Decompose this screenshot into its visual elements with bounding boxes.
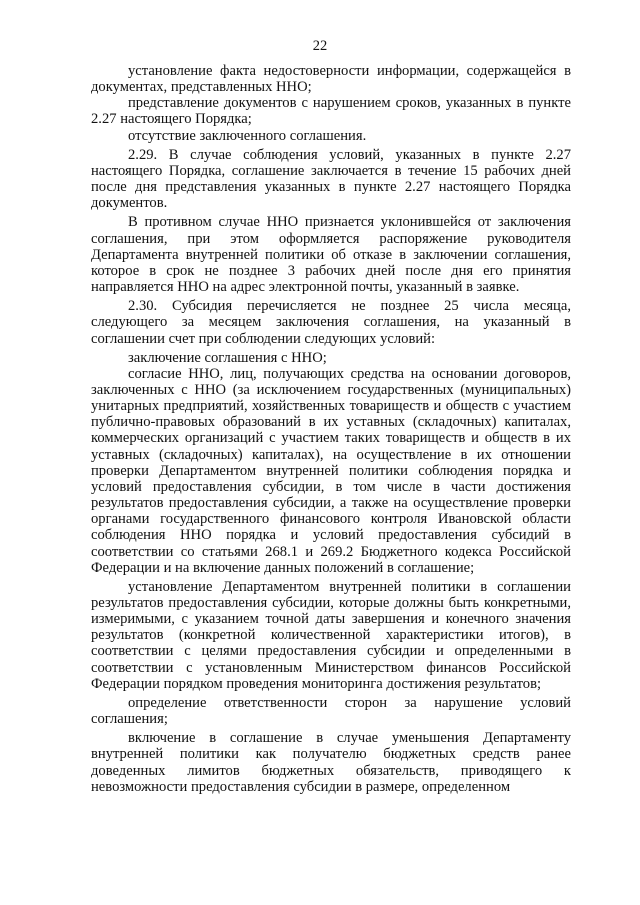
- paragraph: согласие ННО, лиц, получающих средства на основании договоров, заключенных с ННО (за исключением государственных (муниципальных) унитарных предприятий, хозяйственных товариществ и обществ с участием публично-правовых образований в их уставных (складочных) капиталах, коммерческих организаций с участием таких товариществ и обществ в их уставных (складочных) капиталах), на осуществление в их отношении проверки Департаментом внутренней политики соблюдения порядка и условий предоставления субсидии, в том числе в части достижения результатов предоставления субсидии, а также на осуществление проверки органами государственного финансового контроля Ивановской области соблюдения ННО порядка и условий предоставления субсидий в соответствии со статьями 268.1 и 269.2 Бюджетного кодекса Российской Федерации и на включение данных положений в соглашение;: [91, 365, 571, 576]
- paragraph: 2.29. В случае соблюдения условий, указанных в пункте 2.27 настоящего Порядка, соглашение заключается в течение 15 рабочих дней после дня представления указанных в пункте 2.27 настоящего Порядка документов.: [91, 146, 571, 212]
- paragraph: установление Департаментом внутренней политики в соглашении результатов предоставления субсидии, которые должны быть конкретными, измеримыми, с указанием точной даты завершения и конечного значения результатов (конкретной количественной характеристики итогов), в соответствии с целями предоставления субсидии и определенными в соответствии с установленным Министерством финансов Российской Федерации порядком проведения мониторинга достижения результатов;: [91, 578, 571, 692]
- paragraph: заключение соглашения с ННО;: [128, 349, 327, 366]
- page-number: 22: [312, 38, 328, 54]
- paragraph: представление документов с нарушением сроков, указанных в пункте 2.27 настоящего Порядка;: [91, 95, 571, 128]
- paragraph: включение в соглашение в случае уменьшения Департаменту внутренней политики как получателю бюджетных средств ранее доведенных лимитов бюджетных обязательств, приводящего к невозможности предоставления субсидии в размере, определенном: [91, 730, 571, 795]
- paragraph: отсутствие заключенного соглашения.: [128, 127, 367, 144]
- paragraph: установление факта недостоверности информации, содержащейся в документах, представленных ННО;: [91, 63, 571, 96]
- document-body: [91, 63, 571, 795]
- paragraph: В противном случае ННО признается уклонившейся от заключения соглашения, при этом оформляется распоряжение руководителя Департамента внутренней политики об отказе в заключении соглашения, которое в срок не позднее 3 рабочих дней после дня его принятия направляется ННО на адрес электронной почты, указанный в заявке.: [91, 214, 571, 296]
- paragraph: определение ответственности сторон за нарушение условий соглашения;: [91, 694, 571, 728]
- paragraph: 2.30. Субсидия перечисляется не позднее 25 числа месяца, следующего за месяцем заключения соглашения, на указанный в соглашении счет при соблюдении следующих условий:: [91, 298, 571, 347]
